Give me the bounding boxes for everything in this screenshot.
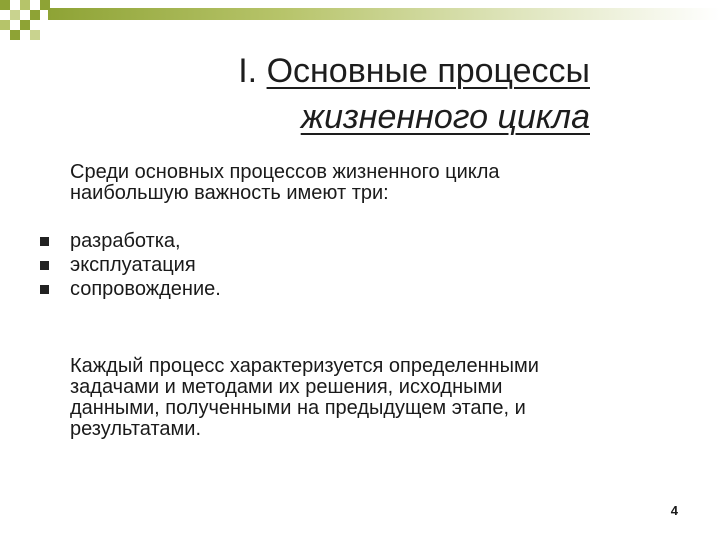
slide-title (130, 48, 590, 140)
process-list (36, 229, 636, 301)
summary-line: задачами и методами их решения, исходными (70, 376, 503, 398)
intro-line: наибольшую важность имеют три: (70, 182, 389, 204)
square-bullet-icon (40, 261, 49, 270)
intro-line: Среди основных процессов жизненного цикла (70, 161, 500, 183)
page-number: 4 (670, 503, 678, 518)
square-bullet-icon (40, 285, 49, 294)
list-item-text: разработка, (70, 230, 181, 252)
summary-line: результатами. (70, 418, 201, 440)
mosaic-square (0, 0, 10, 10)
mosaic-square (20, 20, 30, 30)
title-line-1 (130, 48, 590, 94)
mosaic-square (30, 30, 40, 40)
summary-line: данными, полученными на предыдущем этапе, и (70, 397, 526, 419)
mosaic-square (10, 10, 20, 20)
summary-line: Каждый процесс характеризуется определенными (70, 355, 539, 377)
list-item-text: сопровождение. (70, 278, 221, 300)
mosaic-square (0, 20, 10, 30)
mosaic-square (30, 10, 40, 20)
list-item-text: эксплуатация (70, 254, 196, 276)
list-item (36, 253, 636, 277)
summary-paragraph (70, 356, 670, 440)
mosaic-square (20, 0, 30, 10)
list-item (36, 277, 636, 301)
title-text-1: Основные процессы (266, 52, 590, 90)
intro-paragraph (70, 162, 670, 204)
title-text-2: жизненного цикла (300, 98, 590, 136)
square-bullet-icon (40, 237, 49, 246)
list-item (36, 229, 636, 253)
title-number: I. (238, 52, 258, 90)
title-line-2 (130, 94, 590, 140)
mosaic-square (10, 30, 20, 40)
header-gradient-bar (48, 8, 720, 20)
